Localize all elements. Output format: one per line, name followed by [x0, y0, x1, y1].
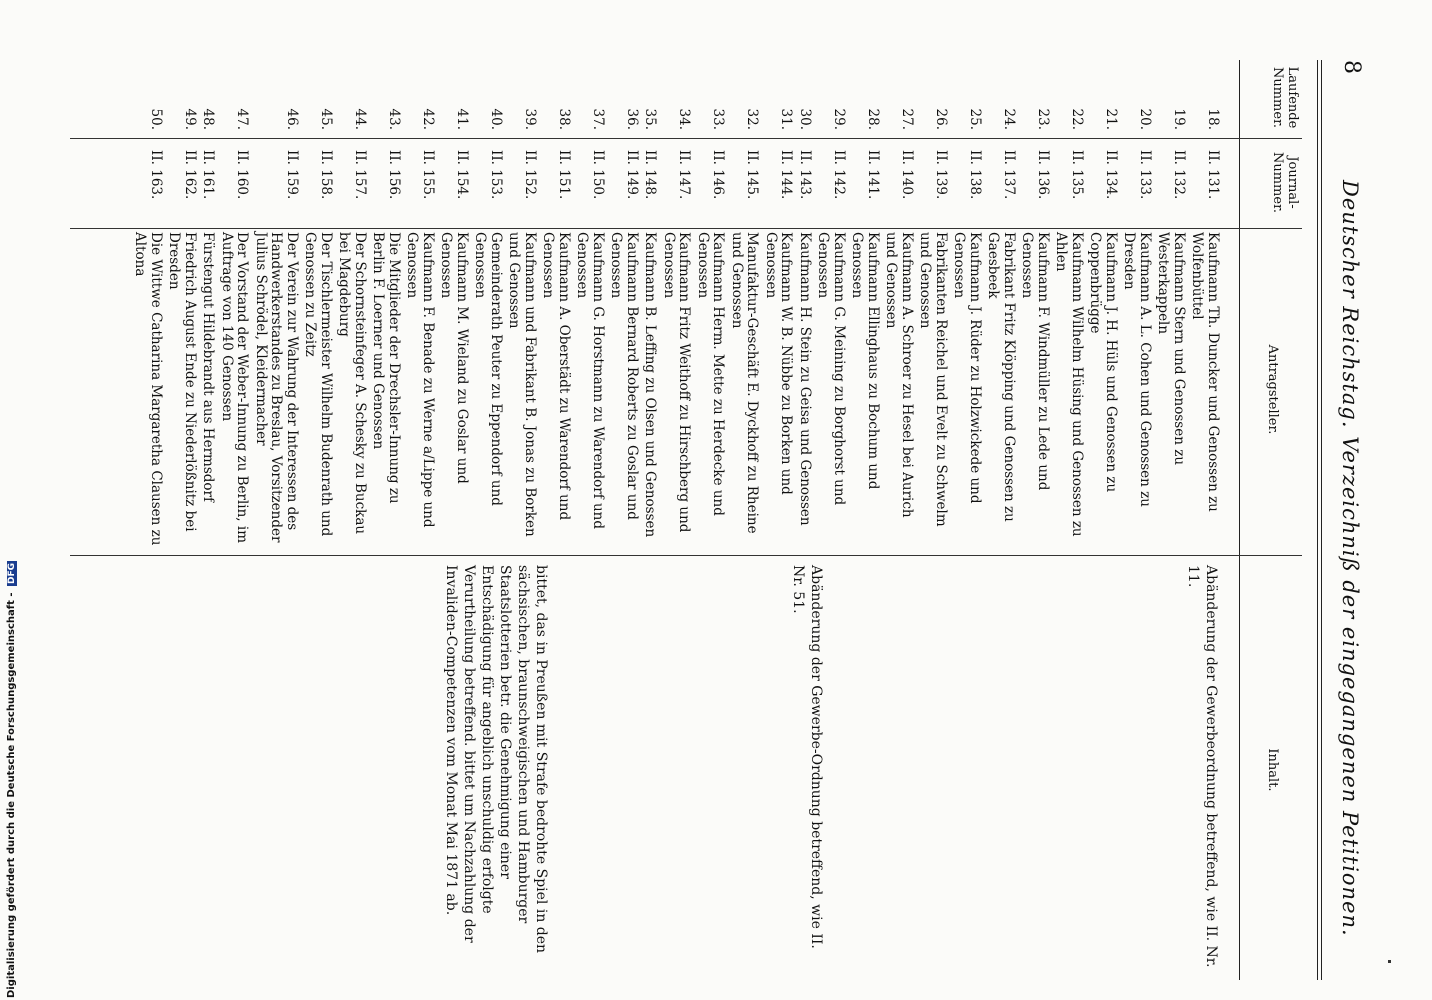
antragsteller-cell: Kaufmann F. Benade zu Werne a/Lippe und Genossen [404, 232, 436, 528]
table-row [1121, 60, 1152, 980]
laufende-nummer-cell: 23. [1035, 108, 1051, 130]
antragsteller-cell: Fabrikant Fritz Klöpping und Genossen zu Gaesbeek [985, 232, 1017, 522]
laufende-nummer-cell: 36. [624, 108, 640, 130]
laufende-nummer-cell: 50. [148, 108, 164, 130]
journal-nummer-cell: II. 140. [899, 150, 915, 200]
antragsteller-cell: Fürstengut Hildebrandt aus Hermsdorf [200, 232, 217, 502]
table-row [253, 60, 300, 980]
laufende-nummer-cell: 46. [284, 108, 300, 130]
page-number: 8 [1339, 60, 1364, 75]
laufende-nummer-cell: 44. [352, 108, 368, 130]
petition-table [129, 60, 1220, 980]
col-header-journal-nummer: Journal-Nummer. [1270, 151, 1300, 213]
journal-nummer-cell: II. 144. [778, 150, 795, 200]
journal-nummer-cell: II. 149. [624, 150, 640, 200]
journal-nummer-cell: II. 158. [318, 150, 334, 200]
antragsteller-cell: Fabrikanten Reichel und Evelt zu Schwelm und Genossen [917, 232, 949, 527]
journal-nummer-cell: II. 151. [556, 150, 572, 200]
digitization-credit-text: Digitalisierung gefördert durch die Deutsche Forschungsgemeinschaft - [6, 592, 17, 998]
laufende-nummer-cell: 30. [797, 108, 813, 130]
table-row [370, 60, 401, 980]
journal-nummer-cell: II. 138. [967, 150, 983, 200]
antragsteller-cell: Kaufmann H. Stein zu Geisa und Genossen [797, 232, 813, 526]
table-row [574, 60, 605, 980]
antragsteller-cell: Kaufmann Ellinghaus zu Bochum und Genossen [849, 232, 881, 490]
journal-nummer-cell: II. 152. [522, 150, 538, 200]
antragsteller-cell: Gemeinderath Peuter zu Eppendorf und Genossen [472, 232, 504, 506]
dfg-logo: DFG [7, 562, 17, 584]
laufende-nummer-cell: 19. [1171, 108, 1187, 130]
table-row [729, 60, 760, 980]
journal-nummer-cell: II. 131. [1205, 150, 1221, 200]
antragsteller-cell: Kaufmann A. Oberstädt zu Warendorf und Genossen [540, 232, 572, 521]
table-row [849, 60, 880, 980]
antragsteller-cell: Kaufmann F. Windmüller zu Lede und Genossen [1019, 232, 1051, 491]
antragsteller-cell: Kaufmann Herm. Mette zu Herdecke und Genossen [695, 232, 727, 516]
laufende-nummer-cell: 26. [933, 108, 949, 130]
antragsteller-cell: Kaufmann G. Meining zu Borghorst und Genossen [815, 232, 847, 506]
laufende-nummer-cell: 42. [420, 108, 436, 130]
journal-nummer-cell: II. 150. [590, 150, 606, 200]
antragsteller-cell: Kaufmann W. B. Nübbe zu Borken und Genossen [763, 232, 795, 495]
antragsteller-cell: Kaufmann B. Leffing zu Olsen und Genossen [642, 232, 659, 538]
laufende-nummer-cell: 47. [234, 108, 251, 130]
page-title: Deutscher Reichstag. Verzeichniß der eingegangenen Petitionen. [1338, 180, 1362, 937]
table-row [1019, 60, 1050, 980]
scan-speck [1388, 960, 1391, 963]
journal-nummer-cell: II. 141. [865, 150, 881, 200]
laufende-nummer-cell: 18. [1205, 108, 1221, 130]
journal-nummer-cell: II. 146. [710, 150, 727, 200]
table-row [132, 60, 163, 980]
journal-nummer-cell: II. 132. [1171, 150, 1187, 200]
laufende-nummer-cell: 40. [488, 108, 504, 130]
journal-nummer-cell: II. 162. [182, 150, 198, 200]
header-rule [1321, 60, 1322, 980]
table-row [917, 60, 948, 980]
antragsteller-cell: Kaufmann J. Rüder zu Holzwickede und Genossen [951, 232, 983, 504]
antragsteller-cell: Kaufmann Wilhelm Hüsing und Genossen zu Ahlen [1053, 232, 1085, 537]
table-row [951, 60, 982, 980]
journal-nummer-cell: II. 142. [831, 150, 847, 200]
inhalt-entry-3: bittet, das in Preußen mit Strafe bedrohte Spiel in den sächsischen, braunschweigischen und Hamburger Staatslotterien betr. die Genehmigung einer Entschädigung für angeblich unschuldig erfolgte Verurtheilung betreffend. bittet um Nachzahlung der Invaliden-Competenzen vom Monat Mai 1871 ab. [443, 565, 549, 954]
header-rule-double [1317, 60, 1318, 980]
journal-nummer-cell: II. 136. [1035, 150, 1051, 200]
table-row [661, 60, 692, 980]
journal-nummer-cell: II. 154. [454, 150, 470, 200]
col-header-antragsteller: Antragsteller. [1265, 344, 1280, 435]
laufende-nummer-cell: 48. [200, 108, 217, 130]
laufende-nummer-cell: 29. [831, 108, 847, 130]
journal-nummer-cell: II. 160. [234, 150, 251, 200]
col-header-inhalt: Inhalt. [1265, 748, 1280, 792]
laufende-nummer-cell: 39. [522, 108, 538, 130]
col-header-laufende-nummer: Laufende Nummer. [1270, 66, 1300, 129]
table-row [1087, 60, 1118, 980]
table-row [608, 60, 639, 980]
laufende-nummer-cell: 49. [182, 108, 198, 130]
antragsteller-cell: Kaufmann Bernard Roberts zu Goslar und Genossen [608, 232, 640, 520]
journal-nummer-cell: II. 153. [488, 150, 504, 200]
table-row [404, 60, 435, 980]
antragsteller-cell: Kaufmann M. Wieland zu Goslar und Genossen [438, 232, 470, 484]
antragsteller-cell: Der Vorstand der Weber-Innung zu Berlin, im Auftrage von 140 Genossen [219, 232, 251, 544]
laufende-nummer-cell: 35. [642, 108, 659, 130]
journal-nummer-cell: II. 134. [1103, 150, 1119, 200]
journal-nummer-cell: II. 156. [386, 150, 402, 200]
laufende-nummer-cell: 38. [556, 108, 572, 130]
laufende-nummer-cell: 21. [1103, 108, 1119, 130]
journal-nummer-cell: II. 147. [676, 150, 693, 200]
table-row [219, 60, 250, 980]
antragsteller-cell: Kaufmann G. Horstmann zu Warendorf und Genossen [574, 232, 606, 530]
laufende-nummer-cell: 27. [899, 108, 915, 130]
inhalt-entry-2: Abänderung der Gewerbe-Ordnung betreffend, wie II. Nr. 51. [790, 565, 824, 949]
journal-nummer-cell: II. 148. [642, 150, 659, 200]
laufende-nummer-cell: 34. [676, 108, 693, 130]
laufende-nummer-cell: 20. [1137, 108, 1153, 130]
antragsteller-cell: Der Tischlermeister Wilhelm Budenrath und Genossen zu Zeitz [302, 232, 334, 537]
laufende-nummer-cell: 25. [967, 108, 983, 130]
laufende-nummer-cell: 41. [454, 108, 470, 130]
journal-nummer-cell: II. 143. [797, 150, 813, 200]
journal-nummer-cell: II. 159. [284, 150, 300, 200]
antragsteller-cell: Die Mitglieder der Drechsler-Innung zu Berlin F. Loerner und Genossen [370, 232, 402, 504]
table-row [200, 60, 216, 980]
table-row [1155, 60, 1186, 980]
antragsteller-cell: Kaufmann und Fabrikant B. Jonas zu Borken und Genossen [506, 232, 538, 537]
table-row [166, 60, 197, 980]
laufende-nummer-cell: 33. [710, 108, 727, 130]
page-header [1326, 60, 1370, 980]
antragsteller-cell: Friedrich August Ende zu Niederlößnitz bei Dresden [166, 232, 198, 532]
laufende-nummer-cell: 31. [778, 108, 795, 130]
table-header-rule [1239, 60, 1240, 980]
table-row [336, 60, 367, 980]
antragsteller-cell: Kaufmann A. Schroer zu Hesel bei Aurich und Genossen [883, 232, 915, 518]
laufende-nummer-cell: 22. [1069, 108, 1085, 130]
antragsteller-cell: Kaufmann Th. Duncker und Genossen zu Wolfenbüttel [1189, 232, 1221, 512]
journal-nummer-cell: II. 139. [933, 150, 949, 200]
laufende-nummer-cell: 32. [744, 108, 761, 130]
inhalt-entry-1: Abänderung der Gewerbeordnung betreffend, wie II. Nr. 11. [1185, 565, 1219, 968]
journal-nummer-cell: II. 161. [200, 150, 217, 200]
journal-nummer-cell: II. 157. [352, 150, 368, 200]
laufende-nummer-cell: 45. [318, 108, 334, 130]
antragsteller-cell: Die Wittwe Catharina Margaretha Clausen zu Altona [132, 232, 164, 546]
antragsteller-cell: Kaufmann Fritz Weithoff zu Hirschberg und Genossen [661, 232, 693, 533]
digitization-credit [6, 561, 17, 998]
journal-nummer-cell: II. 145. [744, 150, 761, 200]
journal-nummer-cell: II. 133. [1137, 150, 1153, 200]
antragsteller-cell: Kaufmann A. L. Cohen und Genossen zu Dresden [1121, 232, 1153, 507]
table-row [302, 60, 333, 980]
laufende-nummer-cell: 43. [386, 108, 402, 130]
journal-nummer-cell: II. 163. [148, 150, 164, 200]
table-row [883, 60, 914, 980]
laufende-nummer-cell: 37. [590, 108, 606, 130]
laufende-nummer-cell: 28. [865, 108, 881, 130]
table-row [695, 60, 726, 980]
antragsteller-cell: Der Verein zur Wahrung der Interessen des Handwerkerstandes zu Breslau, Vorsitzender Julius Schrödel, Kleidermacher [253, 232, 300, 543]
table-row [1053, 60, 1084, 980]
table-row [985, 60, 1016, 980]
antragsteller-cell: Der Schornsteinfeger A. Schesky zu Buckau bei Magdeburg [336, 232, 368, 535]
journal-nummer-cell: II. 135. [1069, 150, 1085, 200]
journal-nummer-cell: II. 137. [1001, 150, 1017, 200]
journal-nummer-cell: II. 155. [420, 150, 436, 200]
table-row [642, 60, 658, 980]
rotated-page-content [70, 60, 1370, 980]
antragsteller-cell: Kaufmann J. H. Hüls und Genossen zu Coppenbrügge [1087, 232, 1119, 493]
antragsteller-cell: Kaufmann Stern und Genossen zu Westerkappeln [1155, 232, 1187, 466]
antragsteller-cell: Manufaktur-Geschäft E. Dyckhoff zu Rheine und Genossen [729, 232, 761, 534]
laufende-nummer-cell: 24. [1001, 108, 1017, 130]
